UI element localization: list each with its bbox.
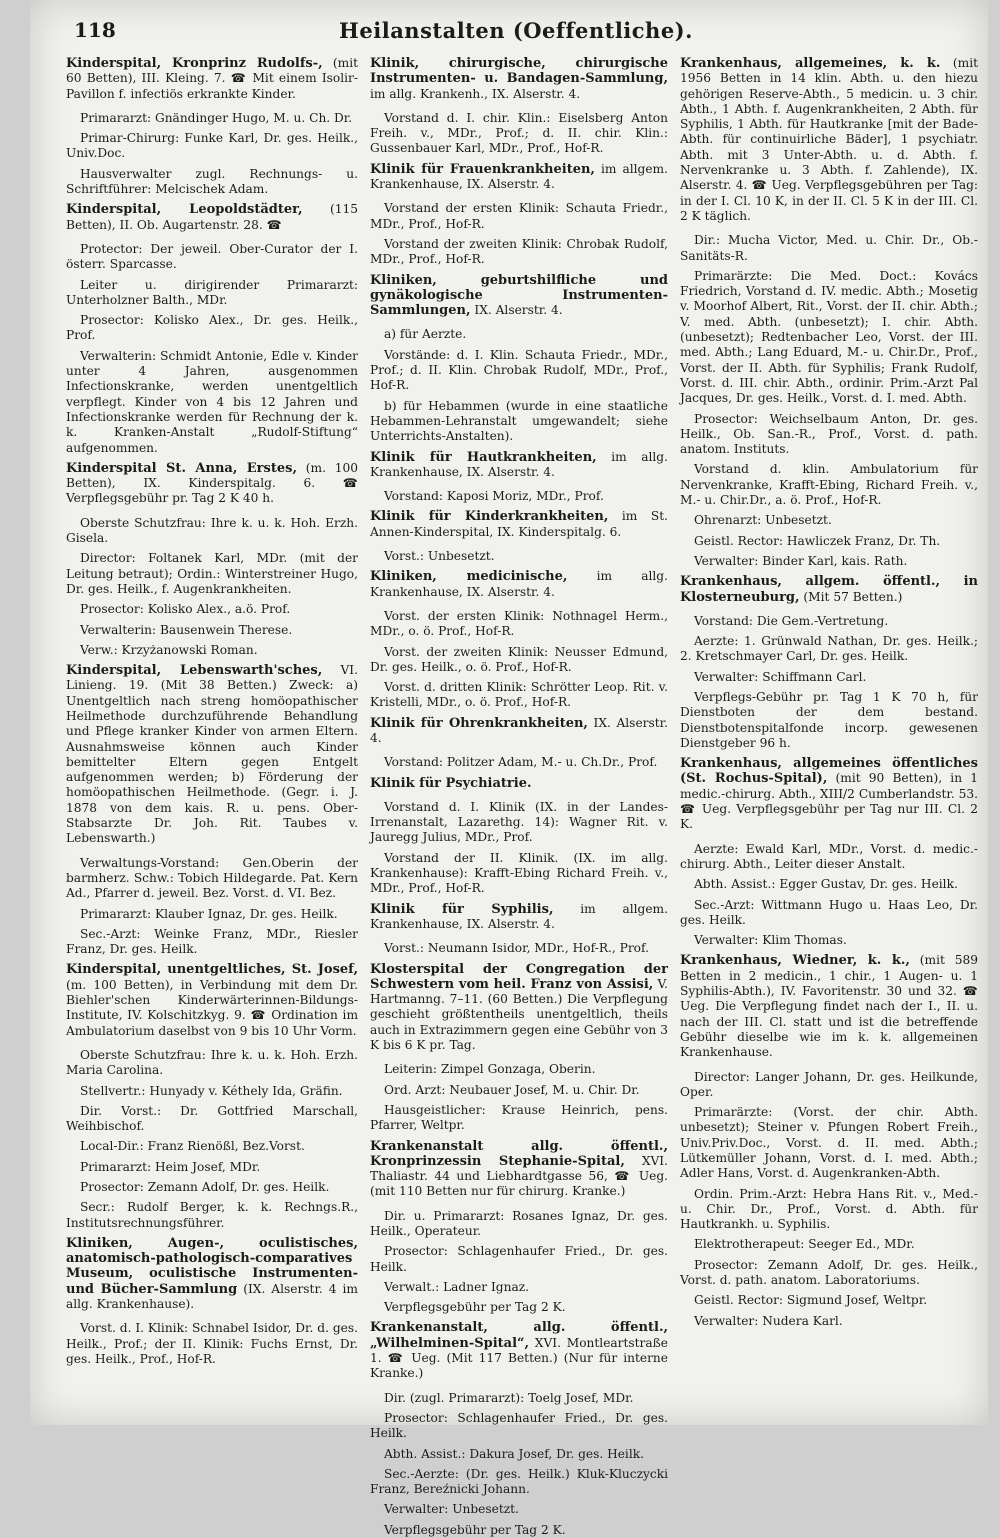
entry-text: (Mit 57 Betten.) — [799, 589, 903, 604]
entry-detail: Hausverwalter zugl. Rechnungs- u. Schriftführer: Melcischek Adam. — [66, 166, 358, 197]
entry-text: (mit 1956 Betten in 14 klin. Abth. u. den hiezu gehörigen Reserve-Abth., 5 medicin. u. 3 chir. Abth., 1 Abth. f. Augenkrankheiten, 2 Abth. für Syphilis, 1 Abth. für Hautkranke [mit der Bade-Abth. für continuirliche Bäder], 1 psychiatr. Abth. mit 3 Unter-Abth. u. d. Abth. f. Nervenkranke u. 3 Abth. f. Zahlende), IX. Alserstr. 4. ☎ Ueg. Verpflegsgebühren per Tag: in der I. Cl. 10 K, in der II. Cl. 5 K in der III. Cl. 2 K täglich. — [680, 56, 978, 223]
entry-detail: Prosector: Schlagenhaufer Fried., Dr. ges. Heilk. — [370, 1410, 668, 1441]
entry-text: IX. Alserstr. 4. — [470, 303, 563, 318]
entry-heading: Klinik, chirurgische, chirurgische Instrumenten- u. Bandagen-Sammlung, — [370, 56, 668, 87]
entry-detail: Local-Dir.: Franz Rienößl, Bez.Vorst. — [80, 1139, 305, 1154]
directory-entry — [680, 56, 978, 224]
entry-text: XVI. Thaliastr. 44 und Liebhardtgasse 56, ☎ Ueg. (mit 110 Betten nur für chirurg. Kranke.) — [370, 1153, 668, 1199]
entry-heading: Klinik für Psychiatrie. — [370, 775, 532, 791]
entry-detail: Prosector: Kolisko Alex., a.ö. Prof. — [80, 602, 291, 617]
entry-text: V. Hartmanng. 7–11. (60 Betten.) Die Verpflegung geschieht größtentheils unentgeltlich, theils auch in Extrazimmern gegen eine Gebühr von 3 K bis 6 K pr. Tag. — [370, 976, 668, 1053]
entry-text: im allg. Krankenhause, IX. Alserstr. 4. — [370, 569, 668, 599]
entry-detail: Dir. Vorst.: Dr. Gottfried Marschall, Weihbischof. — [66, 1103, 358, 1134]
entry-detail: Vorst. d. I. Klinik: Schnabel Isidor, Dr. d. ges. Heilk., Prof.; der II. Klinik: Fuchs Ernst, Dr. ges. Heilk., Prof., Hof-R. — [66, 1321, 358, 1366]
entry-detail: Vorstand: Die Gem.-Vertretung. — [694, 613, 889, 628]
entry-detail: Geistl. Rector: Sigmund Josef, Weltpr. — [694, 1293, 928, 1308]
entry-detail: Vorst.: Unbesetzt. — [384, 549, 495, 564]
entry-text: im St. Annen-Kinderspital, IX. Kinderspitalg. 6. — [370, 509, 668, 539]
entry-heading: Kliniken, Augen-, oculistisches, anatomisch-pathologisch-comparatives Museum, oculistische Instrumenten- und Bücher-Sammlung — [66, 1235, 358, 1297]
directory-entry — [66, 962, 358, 1038]
entry-detail: Verpflegsgebühr per Tag 2 K. — [384, 1300, 566, 1315]
entry-text: im allgem. Krankenhause, IX. Alserstr. 4. — [370, 161, 668, 192]
entry-heading: Kliniken, geburtshilfliche und gynäkologische Instrumenten-Sammlungen, — [370, 272, 668, 319]
entry-heading: Krankenanstalt, allg. öffentl., „Wilhelminen-Spital“, — [370, 1320, 668, 1351]
page-header — [74, 14, 958, 48]
entry-heading: Krankenhaus, allgemeines, k. k. — [680, 56, 941, 71]
entry-detail: Vorstand der II. Klinik. (IX. im allg. Krankenhause): Krafft-Ebing Richard Freih. v., MDr., Prof., Hof-R. — [370, 850, 668, 896]
directory-entry — [680, 953, 978, 1060]
entry-detail: Primarärzte: Die Med. Doct.: Kovács Friedrich, Vorstand d. IV. medic. Abth.; Mosetig v. Moorhof Albert, Rit., Vorst. der II. chir. Abth.; V. med. Abth. (unbesetzt); I. chir. Abth. (unbesetzt); Redtenbacher Leo, Vorst. der III. med. Abth.; Lang Eduard, M.- u. Chir.Dr., Prof., Vorst. der II. Abth. für Syphilis; Frank Rudolf, Vorst. d. III. chir. Abth., ordinir. Prim.-Arzt Pal Jacques, Dr. ges. Heilk., Vorst. d. I. med. Abth. — [680, 268, 978, 406]
entry-detail: Secr.: Rudolf Berger, k. k. Rechngs.R., Institutsrechnungsführer. — [66, 1200, 358, 1230]
entry-heading: Kinderspital, Lebenswarth'sches, — [66, 663, 323, 679]
entry-heading: Kinderspital, unentgeltliches, St. Josef, — [66, 962, 358, 978]
entry-detail: Stellvertr.: Hunyady v. Kéthely Ida, Gräfin. — [80, 1083, 343, 1098]
entry-text: (m. 100 Betten), IX. Kinderspitalg. 6. ☎ Verpflegsgebühr pr. Tag 2 K 40 h. — [66, 460, 358, 506]
entry-detail: Aerzte: 1. Grünwald Nathan, Dr. ges. Heilk.; 2. Kretschmayer Carl, Dr. ges. Heilk. — [680, 634, 978, 664]
directory-entry — [370, 569, 668, 600]
entry-detail: Verwalt.: Ladner Ignaz. — [384, 1279, 530, 1294]
entry-detail: Elektrotherapeut: Seeger Ed., MDr. — [694, 1237, 915, 1252]
entry-detail: Vorst. der ersten Klinik: Nothnagel Herm., MDr., o. ö. Prof., Hof-R. — [370, 608, 668, 639]
entry-detail: Verpflegs-Gebühr pr. Tag 1 K 70 h, für Dienstboten der dem bestand. Dienstbotenspitalfonde incorp. gewesenen Dienstgeber 96 h. — [680, 689, 978, 750]
entry-detail: Oberste Schutzfrau: Ihre k. u. k. Hoh. Erzh. Gisela. — [66, 515, 358, 546]
directory-entry — [370, 273, 668, 319]
entry-detail: Primararzt: Klauber Ignaz, Dr. ges. Heilk. — [80, 906, 338, 921]
entry-text: im allgem. Krankenhause, IX. Alserstr. 4. — [370, 901, 668, 931]
entry-detail: Vorstand d. I. Klinik (IX. in der Landes-Irrenanstalt, Lazarethg. 14): Wagner Rit. v. Jauregg Julius, MDr., Prof. — [370, 799, 668, 845]
entry-detail: Leiter u. dirigirender Primararzt: Unterholzner Balth., MDr. — [66, 277, 358, 307]
entry-detail: Dir.: Mucha Victor, Med. u. Chir. Dr., Ob.-Sanitäts-R. — [680, 233, 978, 263]
entry-detail: Prosector: Schlagenhaufer Fried., Dr. ges. Heilk. — [370, 1244, 668, 1274]
entry-detail: Abth. Assist.: Dakura Josef, Dr. ges. Heilk. — [384, 1446, 644, 1461]
entry-heading: Klosterspital der Congregation der Schwestern vom heil. Franz von Assisi, — [370, 961, 668, 992]
page-number: 118 — [74, 18, 116, 42]
entry-detail: Verwalterin: Bausenwein Therese. — [80, 622, 293, 637]
entry-text: im allg. Krankenhause, IX. Alserstr. 4. — [370, 449, 668, 479]
entry-text: (IX. Alserstr. 4 im allg. Krankenhause). — [66, 1281, 358, 1312]
entry-detail: Leiterin: Zimpel Gonzaga, Oberin. — [384, 1062, 596, 1077]
entry-detail: Prosector: Zemann Adolf, Dr. ges. Heilk., Vorst. d. path. anatom. Laboratoriums. — [680, 1257, 978, 1288]
entry-heading: Klinik für Hautkrankheiten, — [370, 449, 597, 465]
directory-entry — [370, 450, 668, 481]
directory-entry — [370, 509, 668, 540]
directory-entry — [66, 202, 358, 233]
entry-detail: Verwalter: Nudera Karl. — [694, 1313, 843, 1328]
entry-text: IX. Alserstr. 4. — [370, 715, 668, 745]
entry-text: (mit 90 Betten), in 1 medic.-chirurg. Abth., XIII/2 Cumberlandstr. 53. ☎ Ueg. Verpflegsgebühr per Tag nur III. Cl. 2 K. — [680, 771, 978, 832]
entry-detail: Primarärzte: (Vorst. der chir. Abth. unbesetzt); Steiner v. Pfungen Robert Freih., Univ.Priv.Doc., Vorst. d. II. med. Abth.; Lütkemüller Johann, Vorst. d. I. med. Abth.; Adler Hans, Vorst. d. Augenkranken-Abth. — [680, 1105, 978, 1181]
entry-heading: Kinderspital, Leopoldstädter, — [66, 202, 303, 218]
entry-detail: Vorst.: Neumann Isidor, MDr., Hof-R., Prof. — [384, 941, 649, 956]
entry-detail: Vorstände: d. I. Klin. Schauta Friedr., MDr., Prof.; d. II. Klin. Chrobak Rudolf, MDr., Prof., Hof-R. — [370, 347, 668, 393]
entry-detail: Verwalter: Binder Karl, kais. Rath. — [694, 553, 908, 568]
entry-detail: Director: Langer Johann, Dr. ges. Heilkunde, Oper. — [680, 1069, 978, 1099]
directory-entry — [66, 461, 358, 507]
entry-detail: Verpflegsgebühr per Tag 2 K. — [384, 1522, 566, 1537]
entry-text: im allg. Krankenh., IX. Alserstr. 4. — [370, 86, 581, 101]
entry-detail: Vorst. der zweiten Klinik: Neusser Edmund, Dr. ges. Heilk., o. ö. Prof., Hof-R. — [370, 644, 668, 674]
entry-detail: Dir. u. Primararzt: Rosanes Ignaz, Dr. ges. Heilk., Operateur. — [370, 1208, 668, 1238]
entry-detail: Aerzte: Ewald Karl, MDr., Vorst. d. medic.-chirurg. Abth., Leiter dieser Anstalt. — [680, 841, 978, 871]
directory-entry — [370, 56, 668, 102]
entry-detail: Vorstand: Politzer Adam, M.- u. Ch.Dr., Prof. — [384, 755, 658, 770]
entry-detail: b) für Hebammen (wurde in eine staatliche Hebammen-Lehranstalt umgewandelt; siehe Unterrichts-Anstalten). — [370, 398, 668, 444]
text-column-2 — [370, 56, 668, 1537]
entry-detail: Protector: Der jeweil. Ober-Curator der I. österr. Sparcasse. — [66, 241, 358, 272]
entry-detail: Vorstand d. klin. Ambulatorium für Nervenkranke, Krafft-Ebing, Richard Freih. v., M.- u. Chir.Dr., a. ö. Prof., Hof-R. — [680, 462, 978, 508]
entry-detail: Verwalterin: Schmidt Antonie, Edle v. Kinder unter 4 Jahren, ausgenommen Infectionskranke, werden unentgeltlich verpflegt. Kinder von 4 bis 12 Jahren und Infectionskranke werden für Rechnung der k. k. Kranken-Anstalt „Rudolf-Stiftung“ aufgenommen. — [66, 348, 358, 455]
entry-heading: Krankenhaus, Wiedner, k. k., — [680, 953, 910, 969]
entry-detail: Oberste Schutzfrau: Ihre k. u. k. Hoh. Erzh. Maria Carolina. — [66, 1047, 358, 1078]
entry-detail: Verwalter: Klim Thomas. — [694, 933, 847, 948]
entry-heading: Klinik für Ohrenkrankheiten, — [370, 715, 588, 731]
entry-detail: Vorstand d. I. chir. Klin.: Eiselsberg Anton Freih. v., MDr., Prof.; d. II. chir. Klin.: Gussenbauer Karl, MDr., Prof., Hof-R. — [370, 110, 668, 156]
directory-page — [30, 0, 988, 1537]
directory-entry — [370, 162, 668, 193]
entry-detail: a) für Aerzte. — [384, 327, 467, 342]
entry-heading: Kliniken, medicinische, — [370, 569, 568, 585]
entry-detail: Vorstand: Kaposi Moriz, MDr., Prof. — [384, 489, 604, 504]
directory-entry — [66, 663, 358, 847]
entry-text: (mit 589 Betten in 2 medicin., 1 chir., 1 Augen- u. 1 Syphilis-Abth.), IV. Favoritenstr. 30 und 32. ☎ Ueg. Die Verpflegung findet nach der I., II. u. nach der III. Cl. statt und ist die betreffende Gebühr dieselbe wie im k. k. allgemeinen Krankenhause. — [680, 953, 978, 1060]
entry-detail: Prosector: Zemann Adolf, Dr. ges. Heilk. — [80, 1180, 330, 1194]
text-column-1 — [66, 56, 358, 1405]
entry-detail: Sec.-Arzt: Weinke Franz, MDr., Riesler Franz, Dr. ges. Heilk. — [66, 926, 358, 957]
entry-heading: Klinik für Kinderkrankheiten, — [370, 509, 609, 525]
entry-detail: Ohrenarzt: Unbesetzt. — [694, 513, 832, 528]
directory-entry — [370, 1320, 668, 1381]
directory-entry — [66, 56, 358, 102]
entry-detail: Vorst. d. dritten Klinik: Schrötter Leop. Rit. v. Kristelli, MDr., o. ö. Prof., Hof-R. — [370, 680, 668, 710]
entry-text: VI. Linieng. 19. (Mit 38 Betten.) Zweck: a) Unentgeltlich nach streng homöopathischer Heilmethode durchzuführende Behandlung und Pflege kranker Kinder von armen Eltern. Ausnahmsweise können auch Kinder bemittelter Eltern gegen Entgelt aufgenommen werden; b) Förderung der homöopathischen Heilmethode. (Gegr. i. J. 1878 von dem kais. R. u. pens. Ober-Stabsarzte Dr. Joh. Rit. Taubes v. Lebenswarth.) — [66, 663, 358, 846]
entry-detail: Verwalter: Unbesetzt. — [384, 1502, 519, 1517]
directory-entry — [680, 574, 978, 605]
entry-detail: Vorstand der ersten Klinik: Schauta Friedr., MDr., Prof., Hof-R. — [370, 201, 668, 231]
entry-heading: Kinderspital, Kronprinz Rudolfs-, — [66, 56, 323, 71]
entry-detail: Sec.-Arzt: Wittmann Hugo u. Haas Leo, Dr. ges. Heilk. — [680, 897, 978, 927]
entry-heading: Krankenanstalt allg. öffentl., Kronprinzessin Stephanie-Spital, — [370, 1138, 668, 1169]
entry-detail: Verwalter: Schiffmann Carl. — [694, 669, 867, 684]
entry-detail: Verwaltungs-Vorstand: Gen.Oberin der barmherz. Schw.: Tobich Hildegarde. Pat. Kern Ad., Pfarrer d. jeweil. Bez. Vorst. d. VI. Bez. — [66, 855, 358, 901]
entry-detail: Geistl. Rector: Hawliczek Franz, Dr. Th. — [694, 533, 941, 548]
directory-entry — [680, 756, 978, 832]
entry-text: XVI. Montleartstraße 1. ☎ Ueg. (Mit 117 Betten.) (Nur für interne Kranke.) — [370, 1335, 668, 1381]
directory-entry — [370, 902, 668, 933]
entry-text: (mit 60 Betten), III. Kleing. 7. ☎ Mit einem Isolir-Pavillon f. infectiös erkrankte Kinder. — [66, 56, 359, 101]
entry-detail: Ord. Arzt: Neubauer Josef, M. u. Chir. Dr. — [384, 1082, 640, 1097]
entry-heading: Klinik für Frauenkrankheiten, — [370, 161, 595, 177]
entry-detail: Dir. (zugl. Primararzt): Toelg Josef, MDr. — [384, 1390, 634, 1405]
entry-text: (m. 100 Betten), in Verbindung mit dem Dr. Biehler'schen Kinderwärterinnen-Bildungs-Institute, IV. Kolschitzkyg. 9. ☎ Ordination im Ambulatorium daselbst von 9 bis 10 Uhr Vorm. — [66, 977, 358, 1038]
entry-detail: Abth. Assist.: Egger Gustav, Dr. ges. Heilk. — [694, 877, 958, 892]
entry-detail: Verw.: Krzyżanowski Roman. — [80, 642, 258, 657]
entry-detail: Primararzt: Gnändinger Hugo, M. u. Ch. Dr. — [80, 110, 353, 125]
entry-detail: Director: Foltanek Karl, MDr. (mit der Leitung betraut); Ordin.: Winterstreiner Hugo, Dr. ges. Heilk., f. Augenkrankheiten. — [66, 551, 358, 596]
entry-detail: Vorstand der zweiten Klinik: Chrobak Rudolf, MDr., Prof., Hof-R. — [370, 236, 668, 267]
text-column-3 — [680, 56, 978, 1405]
directory-entry — [370, 716, 668, 747]
running-title: Heilanstalten (Oeffentliche). — [339, 18, 693, 43]
directory-entry — [370, 776, 668, 791]
directory-entry — [370, 1139, 668, 1200]
entry-detail: Prosector: Kolisko Alex., Dr. ges. Heilk., Prof. — [66, 313, 358, 343]
entry-detail: Ordin. Prim.-Arzt: Hebra Hans Rit. v., Med.- u. Chir. Dr., Prof., Vorst. d. Abth. für Hautkrankh. u. Syphilis. — [680, 1186, 978, 1232]
entry-heading: Kinderspital St. Anna, Erstes, — [66, 460, 297, 476]
entry-detail: Primararzt: Heim Josef, MDr. — [80, 1159, 261, 1174]
directory-entry — [66, 1236, 358, 1312]
entry-detail: Sec.-Aerzte: (Dr. ges. Heilk.) Kluk-Kluczycki Franz, Bereźnicki Johann. — [370, 1466, 668, 1497]
entry-detail: Hausgeistlicher: Krause Heinrich, pens. Pfarrer, Weltpr. — [370, 1102, 668, 1133]
entry-heading: Klinik für Syphilis, — [370, 901, 554, 917]
entry-heading: Krankenhaus, allgemeines öffentliches (St. Rochus-Spital), — [680, 756, 978, 787]
entry-text: (115 Betten), II. Ob. Augartenstr. 28. ☎ — [66, 202, 358, 232]
entry-heading: Krankenhaus, allgem. öffentl., in Klosterneuburg, — [680, 574, 978, 605]
directory-entry — [370, 962, 668, 1054]
entry-detail: Primar-Chirurg: Funke Karl, Dr. ges. Heilk., Univ.Doc. — [66, 131, 358, 161]
entry-detail: Prosector: Weichselbaum Anton, Dr. ges. Heilk., Ob. San.-R., Prof., Vorst. d. path. anatom. Instituts. — [680, 411, 978, 457]
